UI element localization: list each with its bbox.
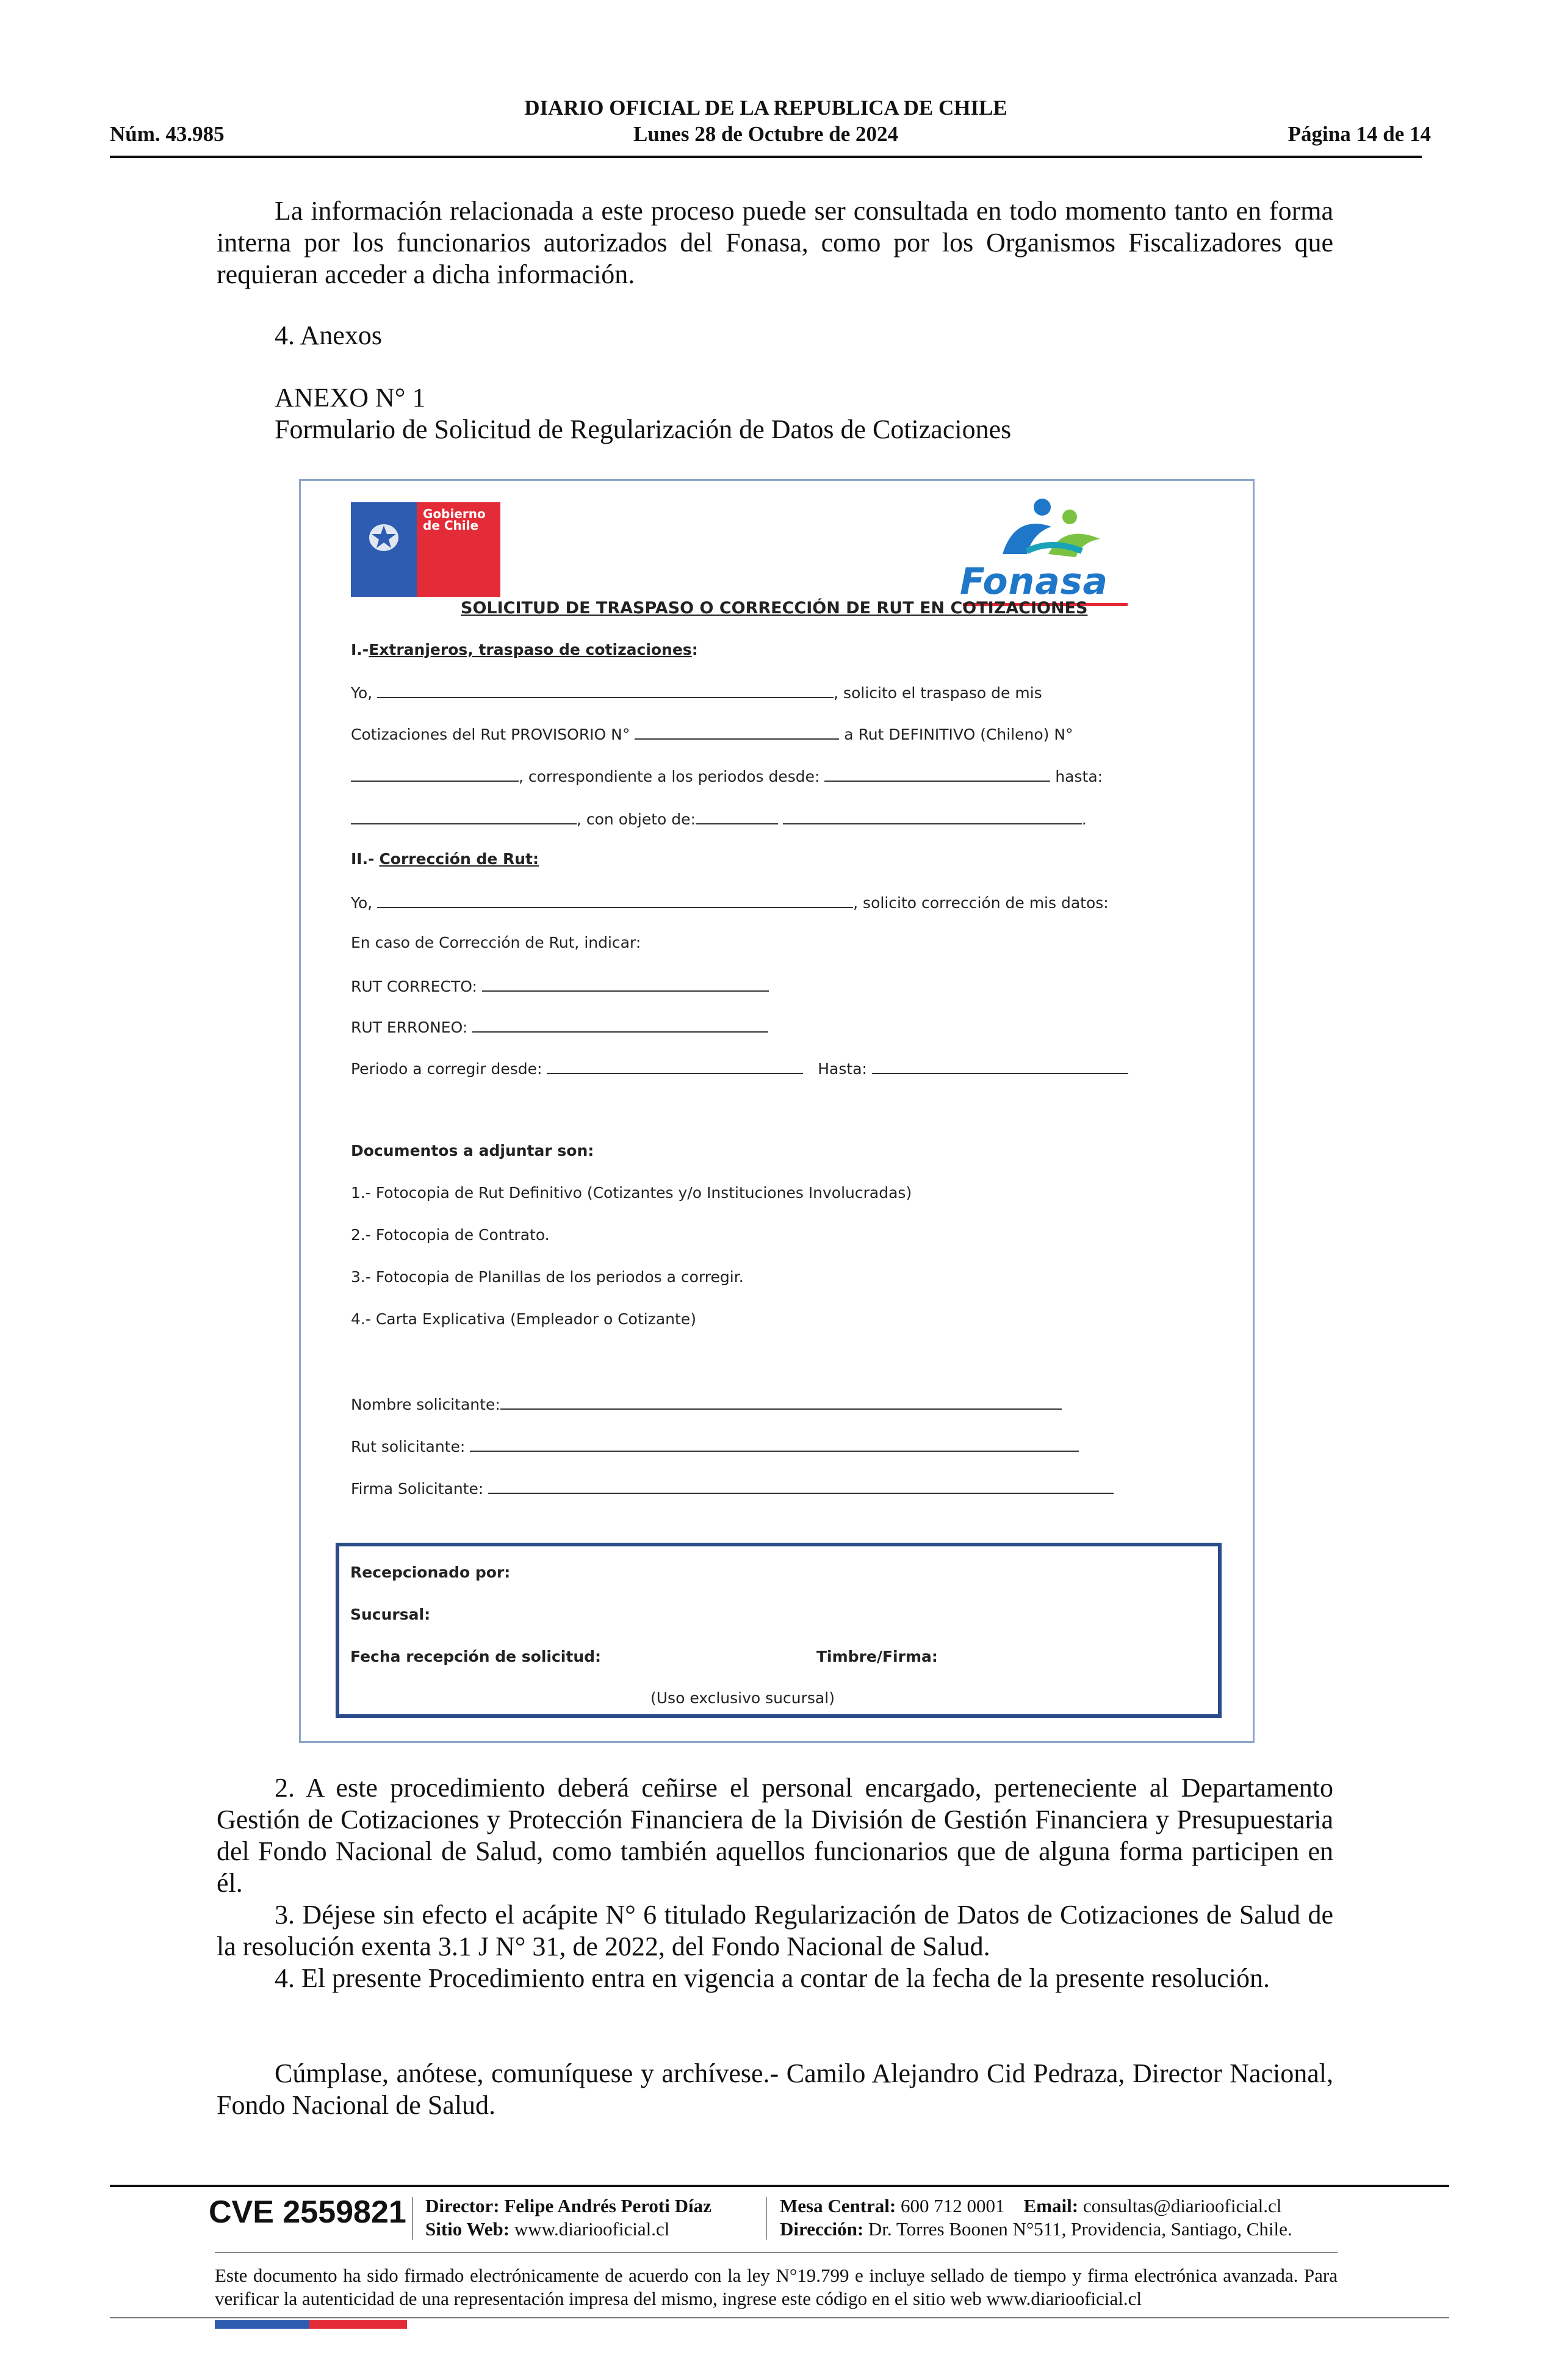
timbre-label: Timbre/Firma: (816, 1648, 938, 1665)
journal-title: DIARIO OFICIAL DE LA REPUBLICA DE CHILE (524, 96, 1007, 120)
s2-periodo-line: Periodo a corregir desde: Hasta: (351, 1058, 1128, 1078)
s2-name-blank[interactable] (377, 892, 853, 908)
form-title: SOLICITUD DE TRASPASO O CORRECCIÓN DE RUT EN COTIZACIONES (461, 599, 1088, 618)
anexos-heading: 4. Anexos (275, 320, 382, 350)
paragraph-3: 3. Déjese sin efecto el acápite N° 6 titulado Regularización de Datos de Cotizaciones de Salud de la resolución exenta 3.1 J N° 31, de 2022, del Fondo Nacional de Salud. (217, 1900, 1333, 1961)
footer-separator (766, 2197, 767, 2240)
sucursal-label: Sucursal: (350, 1606, 431, 1623)
s2-hasta-blank[interactable] (872, 1058, 1128, 1074)
page-indicator: Página 14 de 14 (1288, 122, 1431, 146)
closing-paragraph: Cúmplase, anótese, comuníquese y archívese.- Camilo Alejandro Cid Pedraza, Director Nacional, Fondo Nacional de Salud. (217, 2058, 1333, 2120)
nombre-blank[interactable] (500, 1394, 1062, 1410)
paragraph-2: 2. A este procedimiento deberá ceñirse el personal encargado, perteneciente al Departamento Gestión de Cotizaciones y Protección Financiera de la División de Gestión Financiera y Presupuestaria del Fondo Nacional de Salud, como también aquellos funcionarios que de alguna forma participen en él. (217, 1773, 1333, 1898)
doc-item: 2.- Fotocopia de Contrato. (351, 1226, 550, 1244)
rut-blank[interactable] (470, 1436, 1079, 1452)
s2-rut-correcto-line: RUT CORRECTO: (351, 976, 769, 995)
gobierno-logo-text: Gobierno de Chile (423, 507, 486, 533)
s2-caso: En caso de Corrección de Rut, indicar: (351, 934, 641, 951)
footer-director: Director: Felipe Andrés Peroti Díaz Sitio Web: www.diariooficial.cl (425, 2195, 711, 2240)
doc-item: 1.- Fotocopia de Rut Definitivo (Cotizantes y/o Instituciones Involucradas) (351, 1184, 912, 1202)
s1-hasta-blank[interactable] (351, 809, 577, 824)
s1-name-blank[interactable] (377, 682, 834, 698)
firma-line: Firma Solicitante: (351, 1478, 1114, 1498)
doc-item: 3.- Fotocopia de Planillas de los periodos a corregir. (351, 1268, 744, 1286)
cve-code: CVE 2559821 (209, 2194, 406, 2230)
uso-exclusivo: (Uso exclusivo sucursal) (650, 1689, 835, 1707)
footer-inner-divider (215, 2252, 1338, 2253)
recep-por: Recepcionado por: (350, 1563, 511, 1581)
footer-contact: Mesa Central: 600 712 0001 Email: consultas@diariooficial.cl Dirección: Dr. Torres Boonen N°511, Providencia, Santiago, Chile. (780, 2195, 1292, 2240)
fonasa-logo: Fonasa (960, 560, 1108, 603)
footer-divider (110, 2185, 1449, 2187)
footer-note: Este documento ha sido firmado electrónicamente de acuerdo con la ley N°19.799 e incluye sellado de tiempo y firma electrónica avanzada. Para verificar la autenticidad de una representación impresa del mismo, ingrese este código en el sitio web www.diariooficial.cl (215, 2265, 1338, 2309)
fonasa-family-icon (990, 496, 1112, 563)
flag-stripe-blue (215, 2320, 309, 2329)
header-divider (110, 156, 1422, 158)
footer-bottom-divider (110, 2317, 1449, 2318)
section-2-heading: II.- Corrección de Rut: (351, 850, 539, 868)
s1-desde-blank[interactable] (824, 766, 1050, 782)
s1-line-periodo: , correspondiente a los periodos desde: hasta: (351, 766, 1103, 785)
form-image (299, 479, 1255, 1743)
s1-line-rut: Cotizaciones del Rut PROVISORIO N° a Rut DEFINITIVO (Chileno) N° (351, 724, 1073, 743)
footer-sitio-link[interactable]: www.diariooficial.cl (514, 2218, 670, 2240)
paragraph-info: La información relacionada a este proceso puede ser consultada en todo momento tanto en forma interna por los funcionarios autorizados del Fonasa, como por los Organismos Fiscalizadores que requieran acceder a dicha información. (217, 196, 1333, 289)
s1-objeto-blank-b[interactable] (783, 809, 1082, 824)
s1-line-yo: Yo, , solicito el traspaso de mis (351, 682, 1042, 702)
firma-blank[interactable] (488, 1478, 1114, 1494)
anexo-subtitle: Formulario de Solicitud de Regularización de Datos de Cotizaciones (275, 414, 1012, 444)
rut-line: Rut solicitante: (351, 1436, 1079, 1455)
section-1-heading: I.-Extranjeros, traspaso de cotizaciones: (351, 641, 698, 658)
s2-rut-correcto-blank[interactable] (482, 976, 769, 992)
s2-rut-erroneo-blank[interactable] (472, 1017, 768, 1033)
s1-objeto-blank-a[interactable] (696, 809, 778, 824)
s1-rut-definitivo-blank[interactable] (351, 766, 519, 782)
fecha-recep: Fecha recepción de solicitud: (350, 1648, 602, 1665)
paragraph-4: 4. El presente Procedimiento entra en vigencia a contar de la fecha de la presente resolución. (275, 1963, 1270, 1993)
s2-line-yo: Yo, , solicito corrección de mis datos: (351, 892, 1109, 912)
issue-date: Lunes 28 de Octubre de 2024 (633, 122, 898, 146)
doc-item: 4.- Carta Explicativa (Empleador o Cotizante) (351, 1310, 696, 1328)
anexo-title: ANEXO N° 1 (275, 383, 426, 413)
flag-stripe-red (309, 2320, 407, 2329)
footer-email-link[interactable]: consultas@diariooficial.cl (1082, 2195, 1282, 2216)
coat-of-arms-icon (359, 514, 408, 557)
footer-separator (412, 2197, 413, 2240)
reception-box (336, 1543, 1222, 1718)
s1-rut-provisorio-blank[interactable] (635, 724, 839, 740)
docs-title: Documentos a adjuntar son: (351, 1142, 594, 1159)
nombre-line: Nombre solicitante: (351, 1394, 1062, 1413)
s1-line-objeto: , con objeto de: . (351, 809, 1087, 828)
issue-number: Núm. 43.985 (110, 122, 225, 146)
s2-desde-blank[interactable] (547, 1058, 803, 1074)
gobierno-logo (351, 502, 500, 597)
s2-rut-erroneo-line: RUT ERRONEO: (351, 1017, 768, 1036)
